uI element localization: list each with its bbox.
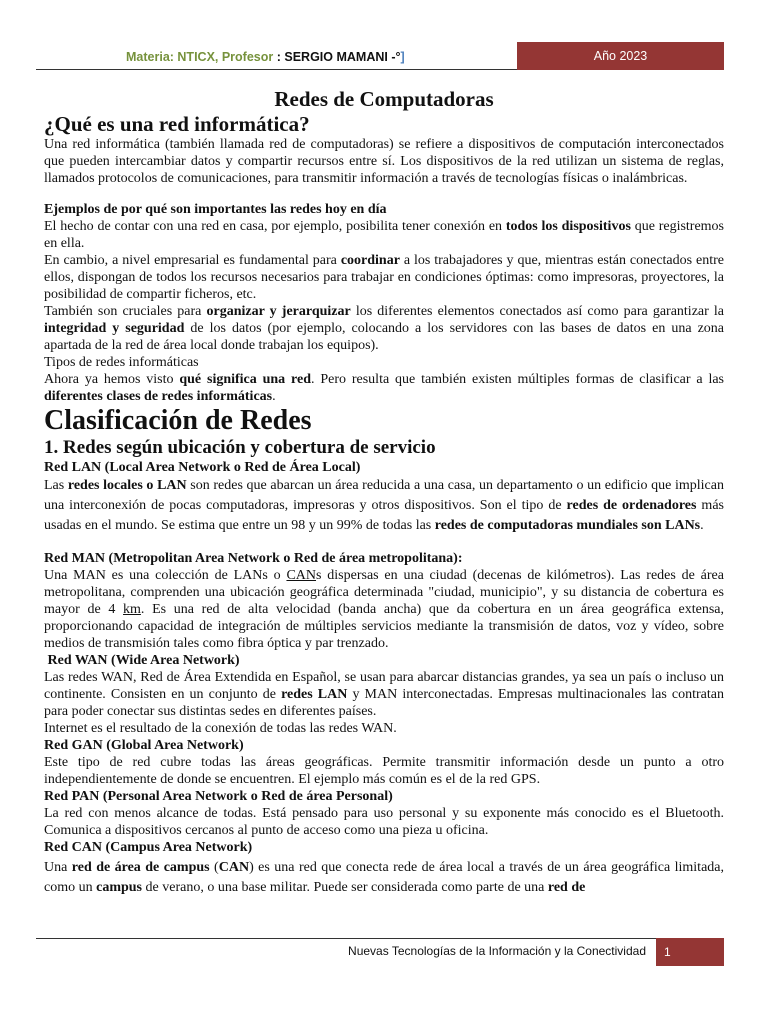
- classification-heading: Clasificación de Redes: [44, 405, 312, 436]
- text-run-underline: km: [123, 602, 141, 617]
- pan-paragraph: La red con menos alcance de todas. Está pensado para uso personal y su exponente más conocido es el Bluetooth. Comunica a dispositivos cercanos al punto de acceso como una pieza u oficina.: [44, 806, 724, 838]
- text-run-bold: campus: [96, 880, 143, 895]
- lan-paragraph: [44, 476, 724, 536]
- text-run: de los datos (por ejemplo, colocando a los servidores con las bases de datos en una zona apartada de la red de área local donde trabajan los equipos).: [44, 321, 724, 353]
- text-run: los diferentes elementos conectados así como para garantizar la: [350, 304, 724, 319]
- text-run-bold: qué significa una red: [179, 372, 311, 387]
- header-bracket: ]: [400, 50, 405, 64]
- header-colon: :: [273, 50, 285, 64]
- text-run-bold: redes LAN: [281, 687, 348, 702]
- spacer: [44, 187, 724, 201]
- network-types-line: Tipos de redes informáticas: [44, 355, 199, 370]
- footer-rule: [36, 938, 656, 939]
- document-title: Redes de Computadoras: [274, 87, 494, 111]
- text-run: El hecho de contar con una red en casa, por ejemplo, posibilita tener conexión en: [44, 219, 506, 234]
- text-run-bold: red de: [547, 880, 586, 895]
- header-course-info: [126, 50, 405, 64]
- text-run-bold: redes locales o LAN: [67, 478, 187, 493]
- text-run: s dispersas en una ciudad (decenas de kilómetros). Las redes de área metropolitana, comprenden una ubicación geográfica determinada "ciudad, municipio", y su distancia de cobertura es mayor de 4: [44, 568, 724, 617]
- text-run: y MAN interconectadas. Empresas multinacionales las contratan para poder conectar sus distintas sedes en diferentes países.: [44, 687, 724, 719]
- text-run: ) es una red que conecta rede de área local a través de un área geográfica limitada, como un: [44, 860, 724, 895]
- text-run: a los trabajadores y que, mientras están conectados entre ellos, dispongan de todos los recursos necesarios para trabajar en condiciones óptimas: como impresoras, proyectores, la posibilidad de compartir ficheros, etc.: [44, 253, 724, 302]
- document-body: [44, 86, 724, 898]
- gan-paragraph: Este tipo de red cubre todas las áreas geográficas. Permite transmitir información desde un punto a otro independientemente de donde se encuentren. El ejemplo más común es el de la red GPS.: [44, 755, 724, 787]
- text-run: También son cruciales para: [44, 304, 207, 319]
- importance-paragraph-3: [44, 303, 724, 354]
- importance-paragraph-2: [44, 252, 724, 303]
- wan-heading: Red WAN (Wide Area Network): [44, 653, 240, 668]
- man-heading: Red MAN (Metropolitan Area Network o Red de área metropolitana):: [44, 551, 463, 566]
- text-run: .: [272, 389, 276, 404]
- can-heading: Red CAN (Campus Area Network): [44, 840, 253, 855]
- text-run: más usadas en el mundo. Se estima que entre un 98 y un 99% de todas las: [44, 498, 724, 533]
- text-run-bold: coordinar: [340, 253, 400, 268]
- text-run-bold: redes de ordenadores: [566, 498, 697, 513]
- text-run: que registremos en ella.: [44, 219, 725, 251]
- spacer: [44, 536, 724, 550]
- page-header: [36, 42, 724, 70]
- header-rule: [36, 69, 517, 70]
- text-run: Una: [44, 860, 72, 875]
- header-year-badge: Año 2023: [517, 42, 724, 70]
- text-run: Una MAN es una colección de LANs o: [44, 568, 287, 583]
- pan-heading: Red PAN (Personal Area Network o Red de área Personal): [44, 789, 393, 804]
- text-run: (: [209, 860, 219, 875]
- importance-paragraph-5: [44, 371, 724, 405]
- text-run: son redes que abarcan un área reducida a una casa, un departamento o un edificio que implican una interconexión de pocas computadoras, impresoras y otros dispositivos. Son el tipo de: [44, 478, 724, 513]
- text-run: .: [700, 518, 704, 533]
- page-footer: [36, 938, 724, 966]
- header-profesor-name: SERGIO MAMANI -°: [284, 50, 401, 64]
- wan-internet-line: Internet es el resultado de la conexión de todas las redes WAN.: [44, 721, 397, 736]
- gan-heading: Red GAN (Global Area Network): [44, 738, 244, 753]
- lan-heading: Red LAN (Local Area Network o Red de Área Local): [44, 460, 361, 475]
- classification-subheading: 1. Redes según ubicación y cobertura de servicio: [44, 437, 436, 458]
- page-number-badge: 1: [656, 938, 724, 966]
- text-run-underline: CAN: [286, 568, 317, 583]
- text-run-bold: diferentes clases de redes informáticas: [44, 389, 273, 404]
- intro-heading: ¿Qué es una red informática?: [44, 112, 310, 136]
- text-run-bold: redes de computadoras mundiales son LANs: [434, 518, 701, 533]
- text-run-bold: CAN: [218, 860, 250, 875]
- text-run-bold: todos los dispositivos: [505, 219, 631, 234]
- wan-paragraph: [44, 669, 724, 720]
- man-paragraph: [44, 567, 724, 652]
- importance-heading: Ejemplos de por qué son importantes las redes hoy en día: [44, 202, 387, 217]
- text-run: Las: [44, 478, 68, 493]
- text-run: En cambio, a nivel empresarial es fundamental para: [44, 253, 341, 268]
- can-paragraph: [44, 858, 724, 898]
- footer-course-title: Nuevas Tecnologías de la Información y la Conectividad: [348, 944, 646, 958]
- text-run: Ahora ya hemos visto: [44, 372, 180, 387]
- text-run: Las redes WAN, Red de Área Extendida en Español, se usan para abarcar distancias grandes, ya sea un país o incluso un continente. Consisten en un conjunto de: [44, 670, 724, 702]
- header-materia-label: Materia: NTICX, Profesor: [126, 50, 274, 64]
- intro-paragraph: Una red informática (también llamada red de computadoras) se refiere a dispositivos de computación interconectados que pueden intercambiar datos y compartir recursos entre sí. Los dispositivos de la red utilizan un sistema de reglas, llamados protocolos de comunicaciones, para transmitir información a través de tecnologías físicas o inalámbricas.: [44, 137, 724, 186]
- importance-paragraph-1: [44, 218, 724, 252]
- text-run-bold: red de área de campus: [71, 860, 210, 875]
- text-run-bold: organizar y jerarquizar: [206, 304, 351, 319]
- text-run-bold: integridad y seguridad: [44, 321, 185, 336]
- text-run: de verano, o una base militar. Puede ser considerada como parte de una: [142, 880, 548, 895]
- text-run: . Pero resulta que también existen múltiples formas de clasificar a las: [311, 372, 724, 387]
- text-run: . Es una red de alta velocidad (banda ancha) que da cobertura en un área geográfica extensa, proporcionando capacidad de integración de múltiples servicios mediante la transmisión de datos, voz y vídeo, sobre medios de transmisión tales como fibra óptica y par trenzado.: [44, 602, 724, 651]
